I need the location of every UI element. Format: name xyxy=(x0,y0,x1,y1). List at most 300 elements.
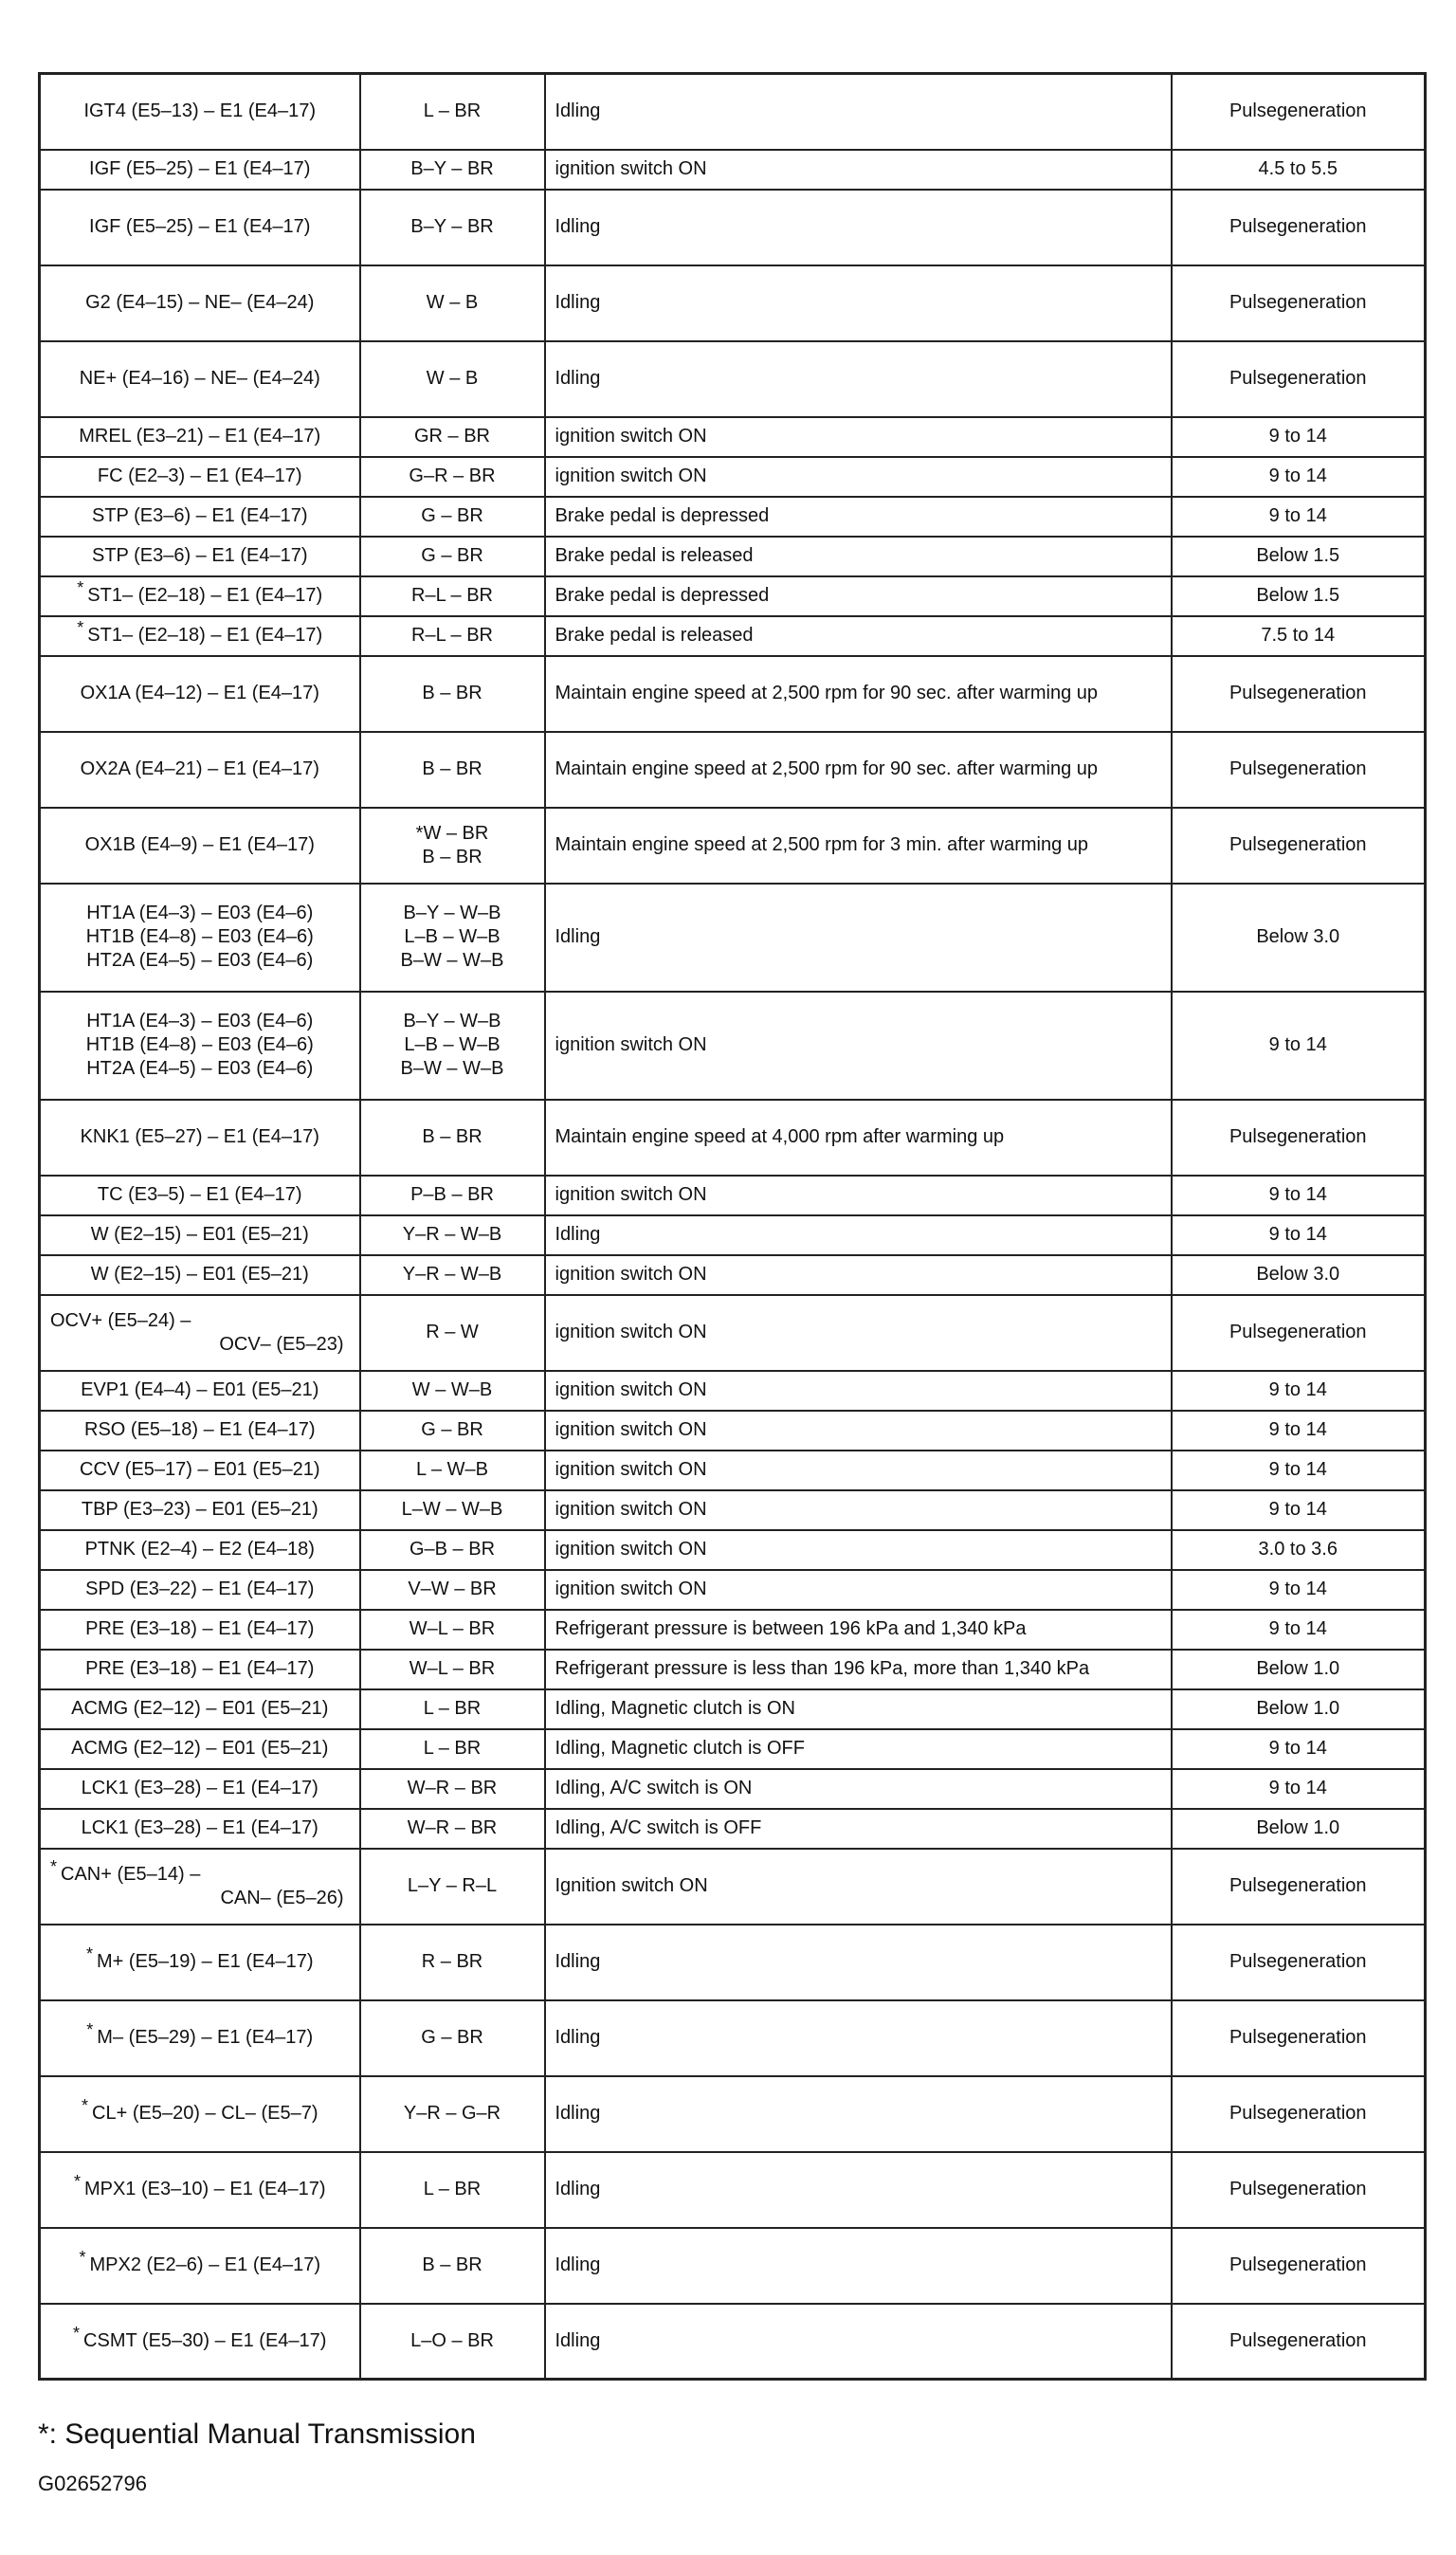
spec-cell: 4.5 to 5.5 xyxy=(1172,150,1426,190)
spec-cell: Below 1.5 xyxy=(1172,537,1426,576)
table-row xyxy=(40,884,1426,992)
condition-cell: Ignition switch ON xyxy=(545,1849,1172,1925)
condition-cell: Maintain engine speed at 2,500 rpm for 3 min. after warming up xyxy=(545,808,1172,884)
wiring-color-cell xyxy=(360,1411,545,1451)
wiring-color-cell xyxy=(360,2000,545,2076)
condition-cell: Idling xyxy=(545,2228,1172,2304)
wiring-color-cell xyxy=(360,1925,545,2000)
spec-cell: 9 to 14 xyxy=(1172,497,1426,537)
terminal-cell xyxy=(40,1215,360,1255)
condition-cell: ignition switch ON xyxy=(545,1371,1172,1411)
wiring-color-cell xyxy=(360,1769,545,1809)
wiring-color-cell xyxy=(360,1100,545,1176)
spec-cell: Pulsegeneration xyxy=(1172,656,1426,732)
terminal-label: SPD (E3–22) – E1 (E4–17) xyxy=(85,1579,315,1599)
wiring-color: B – BR xyxy=(422,846,482,867)
spec-cell: Pulsegeneration xyxy=(1172,808,1426,884)
condition-cell: ignition switch ON xyxy=(545,1451,1172,1490)
table-row xyxy=(40,656,1426,732)
wiring-color-cell xyxy=(360,190,545,265)
table-row xyxy=(40,1530,1426,1570)
wiring-color-cell xyxy=(360,1849,545,1925)
spec-cell: 9 to 14 xyxy=(1172,457,1426,497)
smt-marker: * xyxy=(73,2172,81,2192)
wiring-color: R – BR xyxy=(421,1951,483,1972)
terminal-cell xyxy=(40,537,360,576)
table-row xyxy=(40,341,1426,417)
terminal-cell xyxy=(40,992,360,1100)
condition-cell: Idling xyxy=(545,2304,1172,2380)
table-row xyxy=(40,150,1426,190)
table-row xyxy=(40,1255,1426,1295)
spec-cell: Below 1.0 xyxy=(1172,1650,1426,1689)
spec-cell: 9 to 14 xyxy=(1172,1411,1426,1451)
wiring-color-cell xyxy=(360,1650,545,1689)
wiring-color-cell xyxy=(360,1371,545,1411)
condition-cell: ignition switch ON xyxy=(545,1570,1172,1610)
wiring-color: W–R – BR xyxy=(407,1778,498,1798)
wiring-color-cell xyxy=(360,2076,545,2152)
wiring-color: R – W xyxy=(426,1322,479,1342)
terminal-label: PTNK (E2–4) – E2 (E4–18) xyxy=(84,1539,315,1560)
condition-cell: Idling xyxy=(545,341,1172,417)
spec-cell: Pulsegeneration xyxy=(1172,341,1426,417)
wiring-color: B – BR xyxy=(422,2254,482,2275)
spec-cell: Below 1.5 xyxy=(1172,576,1426,616)
spec-cell: 9 to 14 xyxy=(1172,1176,1426,1215)
condition-cell: Maintain engine speed at 4,000 rpm after warming up xyxy=(545,1100,1172,1176)
terminal-cell xyxy=(40,616,360,656)
spec-cell: Below 1.0 xyxy=(1172,1809,1426,1849)
condition-cell: ignition switch ON xyxy=(545,1411,1172,1451)
smt-marker: * xyxy=(82,2096,89,2116)
wiring-color-cell xyxy=(360,497,545,537)
terminal-label: OX2A (E4–21) – E1 (E4–17) xyxy=(80,758,319,779)
terminal-label: ACMG (E2–12) – E01 (E5–21) xyxy=(71,1738,329,1759)
table-row xyxy=(40,2304,1426,2380)
terminal-label: W (E2–15) – E01 (E5–21) xyxy=(90,1224,309,1245)
wiring-color: Y–R – W–B xyxy=(402,1264,502,1285)
terminal-cell xyxy=(40,1411,360,1451)
table-row xyxy=(40,1925,1426,2000)
wiring-color-cell xyxy=(360,2152,545,2228)
condition-cell: Refrigerant pressure is between 196 kPa and 1,340 kPa xyxy=(545,1610,1172,1650)
table-row xyxy=(40,2152,1426,2228)
wiring-color-cell xyxy=(360,417,545,457)
wiring-color: B–W – W–B xyxy=(400,950,504,971)
wiring-color: B – BR xyxy=(422,758,482,779)
wiring-color: L – BR xyxy=(423,2179,482,2199)
terminal-label: ST1– (E2–18) – E1 (E4–17) xyxy=(87,625,323,646)
wiring-color: L – BR xyxy=(423,1698,482,1719)
wiring-color: B–W – W–B xyxy=(400,1058,504,1079)
table-row xyxy=(40,992,1426,1100)
wiring-color: B – BR xyxy=(422,1126,482,1147)
terminal-cell xyxy=(40,1849,360,1925)
table-row xyxy=(40,2228,1426,2304)
spec-cell: 3.0 to 3.6 xyxy=(1172,1530,1426,1570)
spec-cell: Pulsegeneration xyxy=(1172,1925,1426,2000)
terminal-label: HT2A (E4–5) – E03 (E4–6) xyxy=(86,1058,314,1079)
table-row xyxy=(40,576,1426,616)
terminal-cell xyxy=(40,1729,360,1769)
table-row xyxy=(40,1610,1426,1650)
wiring-color-cell xyxy=(360,808,545,884)
wiring-color-cell xyxy=(360,992,545,1100)
wiring-color-cell xyxy=(360,1176,545,1215)
condition-cell: Idling xyxy=(545,1925,1172,2000)
footnote: *: Sequential Manual Transmission xyxy=(38,2418,476,2450)
wiring-color: W – B xyxy=(426,292,479,313)
wiring-color: Y–R – G–R xyxy=(403,2103,501,2124)
wiring-color: G–B – BR xyxy=(409,1539,496,1560)
terminal-label: HT2A (E4–5) – E03 (E4–6) xyxy=(86,950,314,971)
condition-cell: ignition switch ON xyxy=(545,150,1172,190)
wiring-color: L–B – W–B xyxy=(404,926,500,947)
table-row xyxy=(40,1411,1426,1451)
condition-cell: Idling xyxy=(545,74,1172,150)
table-row xyxy=(40,1490,1426,1530)
wiring-color: B–Y – BR xyxy=(410,158,494,179)
terminal-cell xyxy=(40,656,360,732)
spec-cell: Pulsegeneration xyxy=(1172,2304,1426,2380)
condition-cell: Idling, A/C switch is OFF xyxy=(545,1809,1172,1849)
spec-cell: Pulsegeneration xyxy=(1172,1100,1426,1176)
condition-cell: Brake pedal is released xyxy=(545,616,1172,656)
spec-cell: 7.5 to 14 xyxy=(1172,616,1426,656)
wiring-color-cell xyxy=(360,1295,545,1371)
condition-cell: ignition switch ON xyxy=(545,1530,1172,1570)
terminal-cell xyxy=(40,1295,360,1371)
terminal-cell xyxy=(40,457,360,497)
terminal-cell xyxy=(40,884,360,992)
wiring-color-cell xyxy=(360,1451,545,1490)
table-row xyxy=(40,1176,1426,1215)
terminal-cell xyxy=(40,1809,360,1849)
terminal-label: CAN+ (E5–14) – xyxy=(61,1863,201,1885)
spec-cell: 9 to 14 xyxy=(1172,992,1426,1100)
condition-cell: Brake pedal is released xyxy=(545,537,1172,576)
terminal-cell xyxy=(40,2000,360,2076)
terminal-label: LCK1 (E3–28) – E1 (E4–17) xyxy=(81,1778,318,1798)
terminal-cell xyxy=(40,2228,360,2304)
terminal-label: PRE (E3–18) – E1 (E4–17) xyxy=(85,1618,315,1639)
wiring-color-cell xyxy=(360,1255,545,1295)
terminal-cell xyxy=(40,1769,360,1809)
terminal-cell xyxy=(40,2304,360,2380)
wiring-color: R–L – BR xyxy=(411,585,493,606)
terminal-label: IGF (E5–25) – E1 (E4–17) xyxy=(89,158,311,179)
terminal-cell xyxy=(40,497,360,537)
wiring-color: W–L – BR xyxy=(409,1618,496,1639)
smt-marker: * xyxy=(86,1944,94,1964)
table-row xyxy=(40,74,1426,150)
wiring-color-cell xyxy=(360,1490,545,1530)
terminal-cell xyxy=(40,417,360,457)
condition-cell: Brake pedal is depressed xyxy=(545,576,1172,616)
condition-cell: ignition switch ON xyxy=(545,417,1172,457)
spec-cell: Pulsegeneration xyxy=(1172,190,1426,265)
terminal-label: RSO (E5–18) – E1 (E4–17) xyxy=(84,1419,316,1440)
wiring-color: P–B – BR xyxy=(410,1184,494,1205)
wiring-color-cell xyxy=(360,150,545,190)
smt-marker: * xyxy=(77,578,84,598)
spec-cell: 9 to 14 xyxy=(1172,1451,1426,1490)
wiring-color: G–R – BR xyxy=(409,465,496,486)
terminal-cell xyxy=(40,576,360,616)
table-row xyxy=(40,1570,1426,1610)
terminal-label: M– (E5–29) – E1 (E4–17) xyxy=(97,2027,314,2048)
terminal-label: STP (E3–6) – E1 (E4–17) xyxy=(91,505,308,526)
terminal-label: IGT4 (E5–13) – E1 (E4–17) xyxy=(83,100,317,122)
table-row xyxy=(40,1371,1426,1411)
terminal-label: OX1A (E4–12) – E1 (E4–17) xyxy=(80,683,319,703)
terminal-label: STP (E3–6) – E1 (E4–17) xyxy=(91,545,308,566)
spec-cell: 9 to 14 xyxy=(1172,417,1426,457)
wiring-color: L–W – W–B xyxy=(401,1499,503,1520)
terminal-cell xyxy=(40,1925,360,2000)
table-row xyxy=(40,1650,1426,1689)
terminal-cell xyxy=(40,1100,360,1176)
table-row xyxy=(40,2000,1426,2076)
terminal-cell xyxy=(40,1451,360,1490)
table-row xyxy=(40,2076,1426,2152)
wiring-color: Y–R – W–B xyxy=(402,1224,502,1245)
smt-marker: * xyxy=(86,2020,94,2040)
terminal-label: LCK1 (E3–28) – E1 (E4–17) xyxy=(81,1817,318,1838)
terminal-label: PRE (E3–18) – E1 (E4–17) xyxy=(85,1658,315,1679)
table-row xyxy=(40,1451,1426,1490)
condition-cell: ignition switch ON xyxy=(545,1295,1172,1371)
wiring-color: L–O – BR xyxy=(410,2329,494,2351)
wiring-color-cell xyxy=(360,656,545,732)
condition-cell: Idling, A/C switch is ON xyxy=(545,1769,1172,1809)
wiring-color-cell xyxy=(360,576,545,616)
spec-cell: Pulsegeneration xyxy=(1172,74,1426,150)
table-row xyxy=(40,616,1426,656)
smt-marker: * xyxy=(73,2324,81,2344)
spec-cell: 9 to 14 xyxy=(1172,1490,1426,1530)
table-row xyxy=(40,808,1426,884)
condition-cell: Idling xyxy=(545,2076,1172,2152)
wiring-color-cell xyxy=(360,1530,545,1570)
wiring-color: W–L – BR xyxy=(409,1658,496,1679)
terminal-label: HT1A (E4–3) – E03 (E4–6) xyxy=(86,1011,314,1031)
terminal-cell xyxy=(40,190,360,265)
condition-cell: Idling, Magnetic clutch is ON xyxy=(545,1689,1172,1729)
terminal-label: OCV– (E5–23) xyxy=(219,1333,344,1355)
spec-cell: Below 3.0 xyxy=(1172,884,1426,992)
table-row xyxy=(40,1809,1426,1849)
wiring-color: B–Y – W–B xyxy=(403,903,501,923)
wiring-color: G – BR xyxy=(421,545,483,566)
condition-cell: ignition switch ON xyxy=(545,1255,1172,1295)
wiring-color-cell xyxy=(360,1689,545,1729)
terminal-label: IGF (E5–25) – E1 (E4–17) xyxy=(89,216,311,237)
wiring-color: R–L – BR xyxy=(411,625,493,646)
terminal-cell xyxy=(40,2076,360,2152)
terminal-label: M+ (E5–19) – E1 (E4–17) xyxy=(97,1951,314,1972)
condition-cell: ignition switch ON xyxy=(545,1176,1172,1215)
wiring-color-cell xyxy=(360,74,545,150)
terminal-label: HT1B (E4–8) – E03 (E4–6) xyxy=(85,1034,314,1055)
wiring-color: B – BR xyxy=(422,683,482,703)
terminal-label: NE+ (E4–16) – NE– (E4–24) xyxy=(79,368,320,389)
table-row xyxy=(40,537,1426,576)
wiring-color-cell xyxy=(360,732,545,808)
wiring-color: L – BR xyxy=(423,100,482,122)
terminal-label: G2 (E4–15) – NE– (E4–24) xyxy=(85,292,315,313)
terminal-label: OX1B (E4–9) – E1 (E4–17) xyxy=(84,834,315,855)
terminal-cell xyxy=(40,74,360,150)
terminal-cell xyxy=(40,341,360,417)
spec-cell: 9 to 14 xyxy=(1172,1769,1426,1809)
figure-id: G02652796 xyxy=(38,2472,147,2495)
spec-cell: 9 to 14 xyxy=(1172,1610,1426,1650)
condition-cell: Refrigerant pressure is less than 196 kPa, more than 1,340 kPa xyxy=(545,1650,1172,1689)
wiring-color-cell xyxy=(360,457,545,497)
wiring-color: G – BR xyxy=(421,505,483,526)
wiring-color-cell xyxy=(360,537,545,576)
wiring-color-cell xyxy=(360,616,545,656)
wiring-color-cell xyxy=(360,341,545,417)
condition-cell: Idling xyxy=(545,2152,1172,2228)
condition-cell: Idling xyxy=(545,190,1172,265)
wiring-color-cell xyxy=(360,1809,545,1849)
spec-cell: 9 to 14 xyxy=(1172,1570,1426,1610)
terminal-cell xyxy=(40,1689,360,1729)
terminal-label: W (E2–15) – E01 (E5–21) xyxy=(90,1264,309,1285)
terminal-cell xyxy=(40,1570,360,1610)
wiring-color: G – BR xyxy=(421,1419,483,1440)
terminal-label: CCV (E5–17) – E01 (E5–21) xyxy=(80,1459,320,1480)
terminal-cell xyxy=(40,2152,360,2228)
terminal-label: TBP (E3–23) – E01 (E5–21) xyxy=(81,1499,318,1520)
table-row xyxy=(40,190,1426,265)
condition-cell: Idling xyxy=(545,1215,1172,1255)
terminal-cell xyxy=(40,1371,360,1411)
spec-cell: Pulsegeneration xyxy=(1172,1295,1426,1371)
wiring-color-cell xyxy=(360,884,545,992)
table-row xyxy=(40,1849,1426,1925)
spec-cell: Pulsegeneration xyxy=(1172,265,1426,341)
wiring-color: G – BR xyxy=(421,2027,483,2048)
spec-cell: Pulsegeneration xyxy=(1172,2076,1426,2152)
smt-marker: * xyxy=(79,2248,86,2268)
terminal-cell xyxy=(40,1490,360,1530)
wiring-color-cell xyxy=(360,2228,545,2304)
wiring-color-cell xyxy=(360,1215,545,1255)
terminal-label: MPX1 (E3–10) – E1 (E4–17) xyxy=(83,2179,326,2199)
terminal-cell xyxy=(40,808,360,884)
wiring-color: *W – BR xyxy=(415,822,489,844)
spec-cell: Pulsegeneration xyxy=(1172,732,1426,808)
wiring-color: GR – BR xyxy=(413,426,491,447)
table-row xyxy=(40,497,1426,537)
terminal-label: FC (E2–3) – E1 (E4–17) xyxy=(97,465,302,486)
terminal-label: TC (E3–5) – E1 (E4–17) xyxy=(97,1184,302,1205)
condition-cell: Idling xyxy=(545,265,1172,341)
wiring-color-cell xyxy=(360,2304,545,2380)
wiring-color: B–Y – BR xyxy=(410,216,494,237)
terminal-label: CSMT (E5–30) – E1 (E4–17) xyxy=(83,2329,327,2351)
table-row xyxy=(40,1100,1426,1176)
terminal-cell xyxy=(40,265,360,341)
terminal-label: HT1B (E4–8) – E03 (E4–6) xyxy=(85,926,314,947)
spec-cell: 9 to 14 xyxy=(1172,1371,1426,1411)
terminal-cell xyxy=(40,1255,360,1295)
wiring-color: L – W–B xyxy=(416,1459,488,1480)
smt-marker: * xyxy=(50,1856,58,1876)
terminal-label: OCV+ (E5–24) – xyxy=(50,1309,191,1331)
terminal-label: CL+ (E5–20) – CL– (E5–7) xyxy=(92,2103,318,2124)
condition-cell: Idling xyxy=(545,884,1172,992)
smt-marker: * xyxy=(77,618,84,638)
wiring-color-cell xyxy=(360,1570,545,1610)
terminal-label: MREL (E3–21) – E1 (E4–17) xyxy=(79,426,321,447)
condition-cell: ignition switch ON xyxy=(545,992,1172,1100)
condition-cell: Idling, Magnetic clutch is OFF xyxy=(545,1729,1172,1769)
wiring-color-cell xyxy=(360,1729,545,1769)
wiring-color-cell xyxy=(360,265,545,341)
terminal-label: MPX2 (E2–6) – E1 (E4–17) xyxy=(89,2254,320,2275)
table-row xyxy=(40,1215,1426,1255)
spec-cell: 9 to 14 xyxy=(1172,1215,1426,1255)
condition-cell: Maintain engine speed at 2,500 rpm for 90 sec. after warming up xyxy=(545,656,1172,732)
condition-cell: ignition switch ON xyxy=(545,457,1172,497)
terminal-cell xyxy=(40,1610,360,1650)
terminal-cell xyxy=(40,732,360,808)
terminal-label: EVP1 (E4–4) – E01 (E5–21) xyxy=(81,1379,319,1400)
spec-cell: Pulsegeneration xyxy=(1172,2228,1426,2304)
spec-cell: Below 3.0 xyxy=(1172,1255,1426,1295)
terminal-label: ACMG (E2–12) – E01 (E5–21) xyxy=(71,1698,329,1719)
terminal-cell xyxy=(40,150,360,190)
terminal-cell xyxy=(40,1176,360,1215)
condition-cell: Brake pedal is depressed xyxy=(545,497,1172,537)
terminal-cell xyxy=(40,1650,360,1689)
table-row xyxy=(40,265,1426,341)
wiring-color: W – W–B xyxy=(411,1379,493,1400)
wiring-color: V–W – BR xyxy=(408,1579,497,1599)
spec-cell: Pulsegeneration xyxy=(1172,2000,1426,2076)
terminal-spec-table xyxy=(38,72,1427,2381)
terminal-cell xyxy=(40,1530,360,1570)
terminal-label: HT1A (E4–3) – E03 (E4–6) xyxy=(86,903,314,923)
table-row xyxy=(40,1769,1426,1809)
table-row xyxy=(40,1689,1426,1729)
spec-cell: 9 to 14 xyxy=(1172,1729,1426,1769)
terminal-label: KNK1 (E5–27) – E1 (E4–17) xyxy=(80,1126,319,1147)
wiring-color: W–R – BR xyxy=(407,1817,498,1838)
table-row xyxy=(40,732,1426,808)
wiring-color-cell xyxy=(360,1610,545,1650)
spec-cell: Pulsegeneration xyxy=(1172,2152,1426,2228)
spec-cell: Pulsegeneration xyxy=(1172,1849,1426,1925)
spec-cell: Below 1.0 xyxy=(1172,1689,1426,1729)
table-row xyxy=(40,457,1426,497)
wiring-color: B–Y – W–B xyxy=(403,1011,501,1031)
table-row xyxy=(40,1295,1426,1371)
condition-cell: ignition switch ON xyxy=(545,1490,1172,1530)
table-body xyxy=(40,74,1426,2380)
table-row xyxy=(40,1729,1426,1769)
condition-cell: Maintain engine speed at 2,500 rpm for 90 sec. after warming up xyxy=(545,732,1172,808)
wiring-color: L–Y – R–L xyxy=(407,1875,498,1896)
terminal-label: ST1– (E2–18) – E1 (E4–17) xyxy=(87,585,323,606)
wiring-color: L–B – W–B xyxy=(404,1034,500,1055)
condition-cell: Idling xyxy=(545,2000,1172,2076)
